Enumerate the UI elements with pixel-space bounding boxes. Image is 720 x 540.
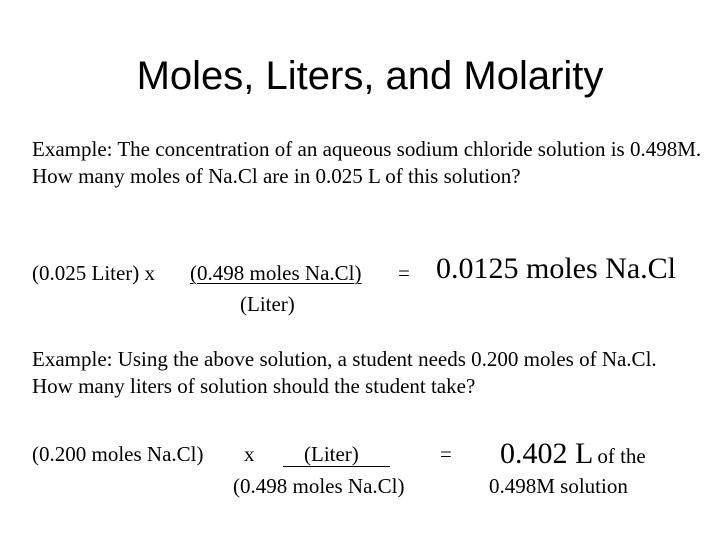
example-2-times: x (244, 442, 255, 466)
example-2-result (500, 437, 646, 471)
fraction-bar (283, 466, 390, 467)
example-2-denominator: (0.498 moles Na.Cl) (233, 474, 405, 498)
example-1-numerator: (0.498 moles Na.Cl) (190, 261, 362, 285)
example-2-text: Example: Using the above solution, a student needs 0.200 moles of Na.Cl. How many liters of solution should the student take? (32, 347, 657, 398)
example-1-given: (0.025 Liter) x (32, 261, 156, 285)
example-1-text: Example: The concentration of an aqueous sodium chloride solution is 0.498M. How many moles of Na.Cl are in 0.025 L of this solution? (32, 137, 702, 188)
slide-title: Moles, Liters, and Molarity (136, 54, 604, 98)
example-2-equals: = (440, 442, 452, 466)
example-2-numerator: (Liter) (304, 442, 359, 466)
example-1-denominator: (Liter) (240, 292, 295, 316)
example-2-result-suffix: of the (597, 444, 646, 468)
example-2-result-line2: 0.498M solution (489, 474, 628, 498)
example-2-given: (0.200 moles Na.Cl) (32, 442, 204, 466)
example-1-result: 0.0125 moles Na.Cl (436, 252, 676, 285)
example-1-equals: = (398, 261, 410, 285)
example-2-result-value: 0.402 L (500, 437, 594, 470)
